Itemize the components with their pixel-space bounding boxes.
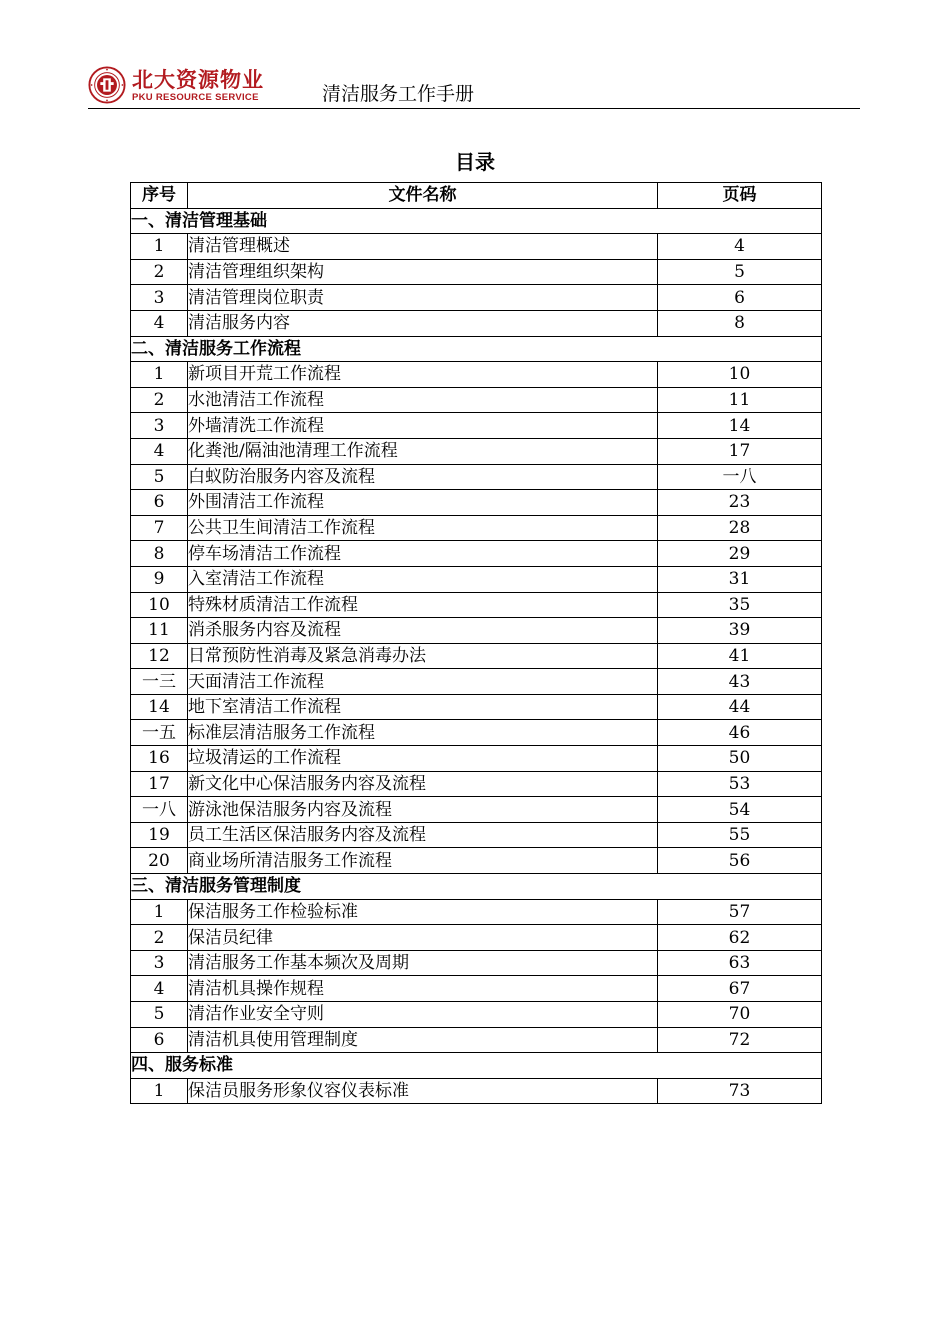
toc-entry-row bbox=[131, 285, 822, 311]
entry-number: 12 bbox=[131, 643, 188, 669]
entry-page: 一八 bbox=[658, 464, 822, 490]
entry-number: 3 bbox=[131, 950, 188, 976]
section-title: 四、服务标准 bbox=[131, 1053, 822, 1079]
seal-icon bbox=[88, 66, 126, 104]
header-divider bbox=[88, 108, 860, 109]
entry-number: 4 bbox=[131, 438, 188, 464]
column-header-filename: 文件名称 bbox=[188, 183, 658, 209]
toc-entry-row bbox=[131, 234, 822, 260]
entry-page: 57 bbox=[658, 899, 822, 925]
entry-name: 员工生活区保洁服务内容及流程 bbox=[188, 822, 658, 848]
column-header-number: 序号 bbox=[131, 183, 188, 209]
toc-section-row bbox=[131, 208, 822, 234]
entry-name: 新文化中心保洁服务内容及流程 bbox=[188, 771, 658, 797]
entry-page: 56 bbox=[658, 848, 822, 874]
entry-page: 31 bbox=[658, 566, 822, 592]
entry-page: 28 bbox=[658, 515, 822, 541]
entry-number: 1 bbox=[131, 362, 188, 388]
entry-page: 53 bbox=[658, 771, 822, 797]
entry-name: 外围清洁工作流程 bbox=[188, 490, 658, 516]
entry-page: 10 bbox=[658, 362, 822, 388]
toc-entry-row bbox=[131, 848, 822, 874]
entry-name: 水池清洁工作流程 bbox=[188, 387, 658, 413]
toc-entry-row bbox=[131, 259, 822, 285]
entry-name: 清洁机具操作规程 bbox=[188, 976, 658, 1002]
entry-page: 4 bbox=[658, 234, 822, 260]
entry-number: 10 bbox=[131, 592, 188, 618]
entry-page: 39 bbox=[658, 618, 822, 644]
entry-number: 2 bbox=[131, 387, 188, 413]
entry-number: 17 bbox=[131, 771, 188, 797]
entry-page: 72 bbox=[658, 1027, 822, 1053]
entry-name: 保洁服务工作检验标准 bbox=[188, 899, 658, 925]
entry-page: 14 bbox=[658, 413, 822, 439]
section-title: 二、清洁服务工作流程 bbox=[131, 336, 822, 362]
entry-name: 清洁服务工作基本频次及周期 bbox=[188, 950, 658, 976]
entry-number: 14 bbox=[131, 694, 188, 720]
entry-name: 商业场所清洁服务工作流程 bbox=[188, 848, 658, 874]
entry-page: 67 bbox=[658, 976, 822, 1002]
toc-entry-row bbox=[131, 694, 822, 720]
entry-number: 3 bbox=[131, 285, 188, 311]
entry-name: 白蚁防治服务内容及流程 bbox=[188, 464, 658, 490]
toc-entry-row bbox=[131, 438, 822, 464]
entry-number: 一五 bbox=[131, 720, 188, 746]
entry-number: 1 bbox=[131, 234, 188, 260]
entry-name: 消杀服务内容及流程 bbox=[188, 618, 658, 644]
entry-number: 6 bbox=[131, 490, 188, 516]
entry-name: 清洁服务内容 bbox=[188, 310, 658, 336]
entry-number: 一三 bbox=[131, 669, 188, 695]
entry-number: 5 bbox=[131, 1002, 188, 1028]
entry-number: 11 bbox=[131, 618, 188, 644]
entry-number: 一八 bbox=[131, 797, 188, 823]
entry-name: 外墙清洗工作流程 bbox=[188, 413, 658, 439]
entry-name: 清洁管理组织架构 bbox=[188, 259, 658, 285]
toc-entry-row bbox=[131, 413, 822, 439]
entry-name: 游泳池保洁服务内容及流程 bbox=[188, 797, 658, 823]
page-header bbox=[88, 66, 860, 110]
toc-entry-row bbox=[131, 771, 822, 797]
toc-entry-row bbox=[131, 976, 822, 1002]
toc-table bbox=[130, 182, 822, 1104]
entry-page: 35 bbox=[658, 592, 822, 618]
entry-name: 化粪池/隔油池清理工作流程 bbox=[188, 438, 658, 464]
entry-page: 11 bbox=[658, 387, 822, 413]
logo-chinese-name: 北大资源物业 bbox=[132, 67, 264, 92]
column-header-page: 页码 bbox=[658, 183, 822, 209]
entry-page: 55 bbox=[658, 822, 822, 848]
toc-entry-row bbox=[131, 797, 822, 823]
toc-entry-row bbox=[131, 490, 822, 516]
toc-entry-row bbox=[131, 464, 822, 490]
entry-name: 特殊材质清洁工作流程 bbox=[188, 592, 658, 618]
entry-page: 43 bbox=[658, 669, 822, 695]
toc-entry-row bbox=[131, 746, 822, 772]
entry-number: 5 bbox=[131, 464, 188, 490]
entry-name: 公共卫生间清洁工作流程 bbox=[188, 515, 658, 541]
section-title: 三、清洁服务管理制度 bbox=[131, 874, 822, 900]
entry-page: 46 bbox=[658, 720, 822, 746]
logo-english-name: PKU RESOURCE SERVICE bbox=[132, 91, 259, 103]
toc-entry-row bbox=[131, 566, 822, 592]
entry-page: 17 bbox=[658, 438, 822, 464]
entry-number: 2 bbox=[131, 925, 188, 951]
toc-entry-row bbox=[131, 1027, 822, 1053]
section-title: 一、清洁管理基础 bbox=[131, 208, 822, 234]
entry-number: 7 bbox=[131, 515, 188, 541]
entry-number: 3 bbox=[131, 413, 188, 439]
entry-page: 73 bbox=[658, 1078, 822, 1104]
entry-page: 54 bbox=[658, 797, 822, 823]
entry-page: 6 bbox=[658, 285, 822, 311]
entry-number: 6 bbox=[131, 1027, 188, 1053]
toc-entry-row bbox=[131, 618, 822, 644]
entry-page: 50 bbox=[658, 746, 822, 772]
entry-name: 标准层清洁服务工作流程 bbox=[188, 720, 658, 746]
toc-entry-row bbox=[131, 592, 822, 618]
entry-page: 23 bbox=[658, 490, 822, 516]
entry-page: 41 bbox=[658, 643, 822, 669]
toc-entry-row bbox=[131, 1002, 822, 1028]
toc-entry-row bbox=[131, 362, 822, 388]
toc-entry-row bbox=[131, 310, 822, 336]
toc-entry-row bbox=[131, 387, 822, 413]
entry-page: 5 bbox=[658, 259, 822, 285]
entry-page: 29 bbox=[658, 541, 822, 567]
toc-section-row bbox=[131, 336, 822, 362]
toc-entry-row bbox=[131, 950, 822, 976]
toc-entry-row bbox=[131, 720, 822, 746]
entry-page: 63 bbox=[658, 950, 822, 976]
entry-number: 8 bbox=[131, 541, 188, 567]
entry-name: 日常预防性消毒及紧急消毒办法 bbox=[188, 643, 658, 669]
entry-page: 44 bbox=[658, 694, 822, 720]
entry-name: 保洁员纪律 bbox=[188, 925, 658, 951]
entry-number: 4 bbox=[131, 976, 188, 1002]
toc-header-row bbox=[131, 183, 822, 209]
entry-page: 62 bbox=[658, 925, 822, 951]
entry-number: 9 bbox=[131, 566, 188, 592]
company-logo bbox=[88, 66, 264, 104]
entry-name: 清洁作业安全守则 bbox=[188, 1002, 658, 1028]
entry-number: 1 bbox=[131, 1078, 188, 1104]
entry-number: 19 bbox=[131, 822, 188, 848]
toc-entry-row bbox=[131, 925, 822, 951]
toc-title: 目录 bbox=[455, 150, 495, 174]
entry-name: 垃圾清运的工作流程 bbox=[188, 746, 658, 772]
entry-name: 保洁员服务形象仪容仪表标准 bbox=[188, 1078, 658, 1104]
entry-number: 16 bbox=[131, 746, 188, 772]
toc-entry-row bbox=[131, 541, 822, 567]
toc-section-row bbox=[131, 874, 822, 900]
entry-number: 2 bbox=[131, 259, 188, 285]
toc-entry-row bbox=[131, 1078, 822, 1104]
toc-section-row bbox=[131, 1053, 822, 1079]
toc-entry-row bbox=[131, 643, 822, 669]
toc-entry-row bbox=[131, 899, 822, 925]
entry-name: 入室清洁工作流程 bbox=[188, 566, 658, 592]
entry-page: 70 bbox=[658, 1002, 822, 1028]
toc-entry-row bbox=[131, 515, 822, 541]
entry-number: 20 bbox=[131, 848, 188, 874]
entry-name: 清洁机具使用管理制度 bbox=[188, 1027, 658, 1053]
entry-number: 4 bbox=[131, 310, 188, 336]
entry-name: 地下室清洁工作流程 bbox=[188, 694, 658, 720]
entry-name: 新项目开荒工作流程 bbox=[188, 362, 658, 388]
entry-number: 1 bbox=[131, 899, 188, 925]
entry-name: 清洁管理概述 bbox=[188, 234, 658, 260]
manual-title: 清洁服务工作手册 bbox=[322, 83, 475, 105]
entry-page: 8 bbox=[658, 310, 822, 336]
entry-name: 停车场清洁工作流程 bbox=[188, 541, 658, 567]
toc-entry-row bbox=[131, 669, 822, 695]
toc-entry-row bbox=[131, 822, 822, 848]
entry-name: 天面清洁工作流程 bbox=[188, 669, 658, 695]
entry-name: 清洁管理岗位职责 bbox=[188, 285, 658, 311]
